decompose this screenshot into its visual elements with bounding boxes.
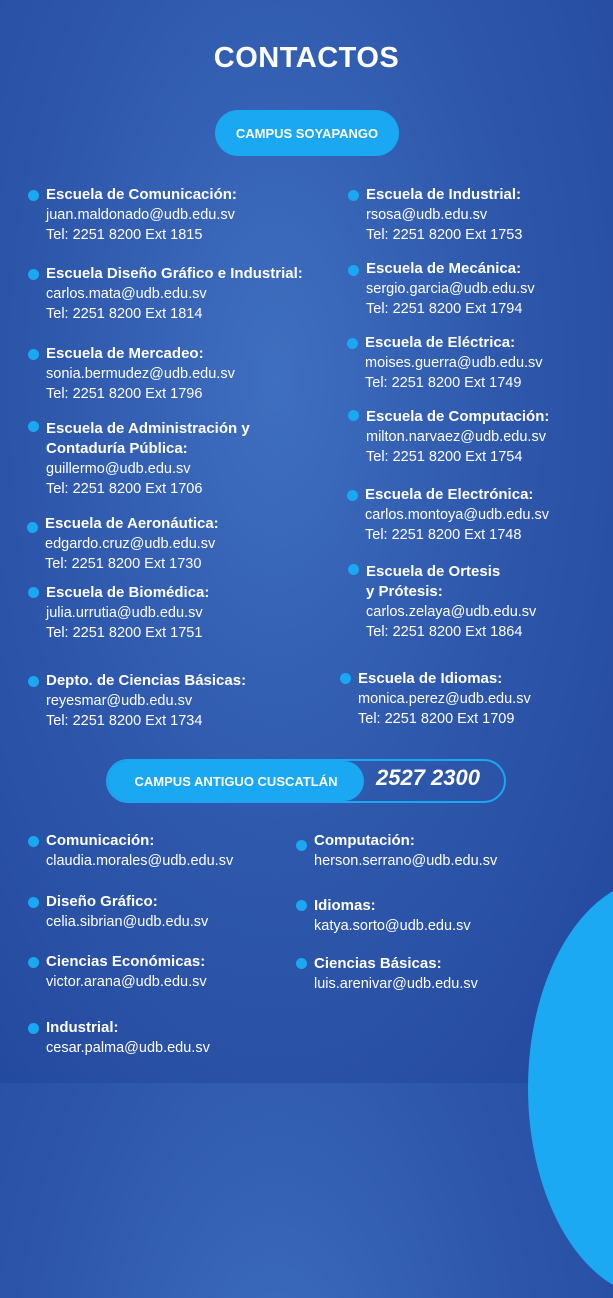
area-name: Ciencias Básicas: xyxy=(314,955,442,972)
school-name: Escuela Diseño Gráfico e Industrial: xyxy=(46,265,303,282)
bullet-icon xyxy=(28,269,39,280)
area-name: Idiomas: xyxy=(314,897,376,914)
area-name: Comunicación: xyxy=(46,832,155,849)
school-phone: Tel: 2251 8200 Ext 1754 xyxy=(366,449,523,465)
contact-comunicacion xyxy=(28,185,237,245)
school-name: Escuela de Ortesis xyxy=(366,563,501,580)
school-phone: Tel: 2251 8200 Ext 1753 xyxy=(366,227,523,243)
area-email[interactable]: victor.arana@udb.edu.sv xyxy=(46,974,207,990)
school-email[interactable]: milton.narvaez@udb.edu.sv xyxy=(366,429,546,445)
contact-ac-comunicacion xyxy=(28,831,233,871)
school-email[interactable]: guillermo@udb.edu.sv xyxy=(46,461,191,477)
contact-idiomas xyxy=(340,669,531,729)
contact-ac-industrial xyxy=(28,1018,210,1058)
bullet-icon xyxy=(340,673,351,684)
school-phone: Tel: 2251 8200 Ext 1751 xyxy=(46,625,203,641)
area-name: Diseño Gráfico: xyxy=(46,893,158,910)
school-phone: Tel: 2251 8200 Ext 1796 xyxy=(46,386,203,402)
school-email[interactable]: sonia.bermudez@udb.edu.sv xyxy=(46,366,235,382)
school-email[interactable]: sergio.garcia@udb.edu.sv xyxy=(366,281,535,297)
bullet-icon xyxy=(347,338,358,349)
school-phone: Tel: 2251 8200 Ext 1730 xyxy=(45,556,202,572)
bullet-icon xyxy=(296,900,307,911)
school-name: Escuela de Idiomas: xyxy=(358,670,503,687)
contact-ac-economicas xyxy=(28,952,207,992)
decorative-circle xyxy=(528,878,613,1298)
school-email[interactable]: juan.maldonado@udb.edu.sv xyxy=(46,207,235,223)
campus-phone[interactable]: 2527 2300 xyxy=(376,765,480,790)
school-phone: Tel: 2251 8200 Ext 1734 xyxy=(46,713,203,729)
bullet-icon xyxy=(28,897,39,908)
bullet-icon xyxy=(348,410,359,421)
area-name: Industrial: xyxy=(46,1019,119,1036)
bullet-icon xyxy=(296,840,307,851)
area-email[interactable]: cesar.palma@udb.edu.sv xyxy=(46,1040,210,1056)
school-phone: Tel: 2251 8200 Ext 1748 xyxy=(365,527,522,543)
contact-computacion xyxy=(348,407,549,467)
contact-administracion xyxy=(28,419,250,499)
school-name: Escuela de Comunicación: xyxy=(46,186,237,203)
contact-ciencias-basicas xyxy=(28,671,246,731)
bullet-icon xyxy=(347,490,358,501)
school-name: Escuela de Mercadeo: xyxy=(46,345,204,362)
contact-electrica xyxy=(347,333,543,393)
contact-ac-ciencias-basicas xyxy=(296,954,478,994)
contact-ortesis xyxy=(348,562,536,642)
school-email[interactable]: julia.urrutia@udb.edu.sv xyxy=(46,605,203,621)
school-email[interactable]: monica.perez@udb.edu.sv xyxy=(358,691,531,707)
school-name: Escuela de Aeronáutica: xyxy=(45,515,219,532)
bullet-icon xyxy=(28,836,39,847)
contact-diseno xyxy=(28,264,303,324)
bullet-icon xyxy=(28,421,39,432)
bullet-icon xyxy=(348,190,359,201)
school-email[interactable]: carlos.mata@udb.edu.sv xyxy=(46,286,207,302)
contact-electronica xyxy=(347,485,549,545)
bullet-icon xyxy=(296,958,307,969)
bullet-icon xyxy=(28,190,39,201)
school-phone: Tel: 2251 8200 Ext 1706 xyxy=(46,481,203,497)
school-email[interactable]: carlos.montoya@udb.edu.sv xyxy=(365,507,549,523)
area-name: Ciencias Económicas: xyxy=(46,953,206,970)
school-name: Escuela de Eléctrica: xyxy=(365,334,516,351)
campus-soyapango-badge: CAMPUS SOYAPANGO xyxy=(215,110,399,156)
school-name: Escuela de Computación: xyxy=(366,408,550,425)
bullet-icon xyxy=(28,676,39,687)
school-name: Escuela de Biomédica: xyxy=(46,584,210,601)
school-phone: Tel: 2251 8200 Ext 1814 xyxy=(46,306,203,322)
contact-mecanica xyxy=(348,259,535,319)
bullet-icon xyxy=(28,587,39,598)
school-phone: Tel: 2251 8200 Ext 1794 xyxy=(366,301,523,317)
bullet-icon xyxy=(28,957,39,968)
school-email[interactable]: rsosa@udb.edu.sv xyxy=(366,207,488,223)
area-email[interactable]: celia.sibrian@udb.edu.sv xyxy=(46,914,209,930)
school-email[interactable]: moises.guerra@udb.edu.sv xyxy=(365,355,543,371)
contact-ac-diseno xyxy=(28,892,208,932)
campus-label: CAMPUS ANTIGUO CUSCATLÁN xyxy=(108,761,364,801)
school-phone: Tel: 2251 8200 Ext 1864 xyxy=(366,624,523,640)
contact-mercadeo xyxy=(28,344,235,404)
school-name-cont: y Prótesis: xyxy=(366,583,443,600)
school-name: Depto. de Ciencias Básicas: xyxy=(46,672,247,689)
school-name: Escuela de Electrónica: xyxy=(365,486,534,503)
bullet-icon xyxy=(28,349,39,360)
school-email[interactable]: reyesmar@udb.edu.sv xyxy=(46,693,193,709)
area-name: Computación: xyxy=(314,832,415,849)
school-email[interactable]: carlos.zelaya@udb.edu.sv xyxy=(366,604,537,620)
area-email[interactable]: claudia.morales@udb.edu.sv xyxy=(46,853,234,869)
school-name: Escuela de Mecánica: xyxy=(366,260,522,277)
area-email[interactable]: luis.arenivar@udb.edu.sv xyxy=(314,976,478,992)
contact-industrial xyxy=(348,185,522,245)
school-name-cont: Contaduría Pública: xyxy=(46,440,188,457)
contact-aeronautica xyxy=(27,514,219,574)
bullet-icon xyxy=(348,564,359,575)
area-email[interactable]: herson.serrano@udb.edu.sv xyxy=(314,853,498,869)
school-phone: Tel: 2251 8200 Ext 1815 xyxy=(46,227,203,243)
school-name: Escuela de Industrial: xyxy=(366,186,522,203)
bullet-icon xyxy=(28,1023,39,1034)
contact-biomedica xyxy=(28,583,209,643)
bullet-icon xyxy=(27,522,38,533)
contact-ac-idiomas xyxy=(296,896,471,936)
school-phone: Tel: 2251 8200 Ext 1709 xyxy=(358,711,515,727)
school-phone: Tel: 2251 8200 Ext 1749 xyxy=(365,375,522,391)
area-email[interactable]: katya.sorto@udb.edu.sv xyxy=(314,918,471,934)
page-title: CONTACTOS xyxy=(213,42,400,74)
school-email[interactable]: edgardo.cruz@udb.edu.sv xyxy=(45,536,216,552)
campus-antiguo-cuscatlan-badge xyxy=(106,759,506,803)
contact-ac-computacion xyxy=(296,831,497,871)
school-name: Escuela de Administración y xyxy=(46,420,250,437)
bullet-icon xyxy=(348,265,359,276)
